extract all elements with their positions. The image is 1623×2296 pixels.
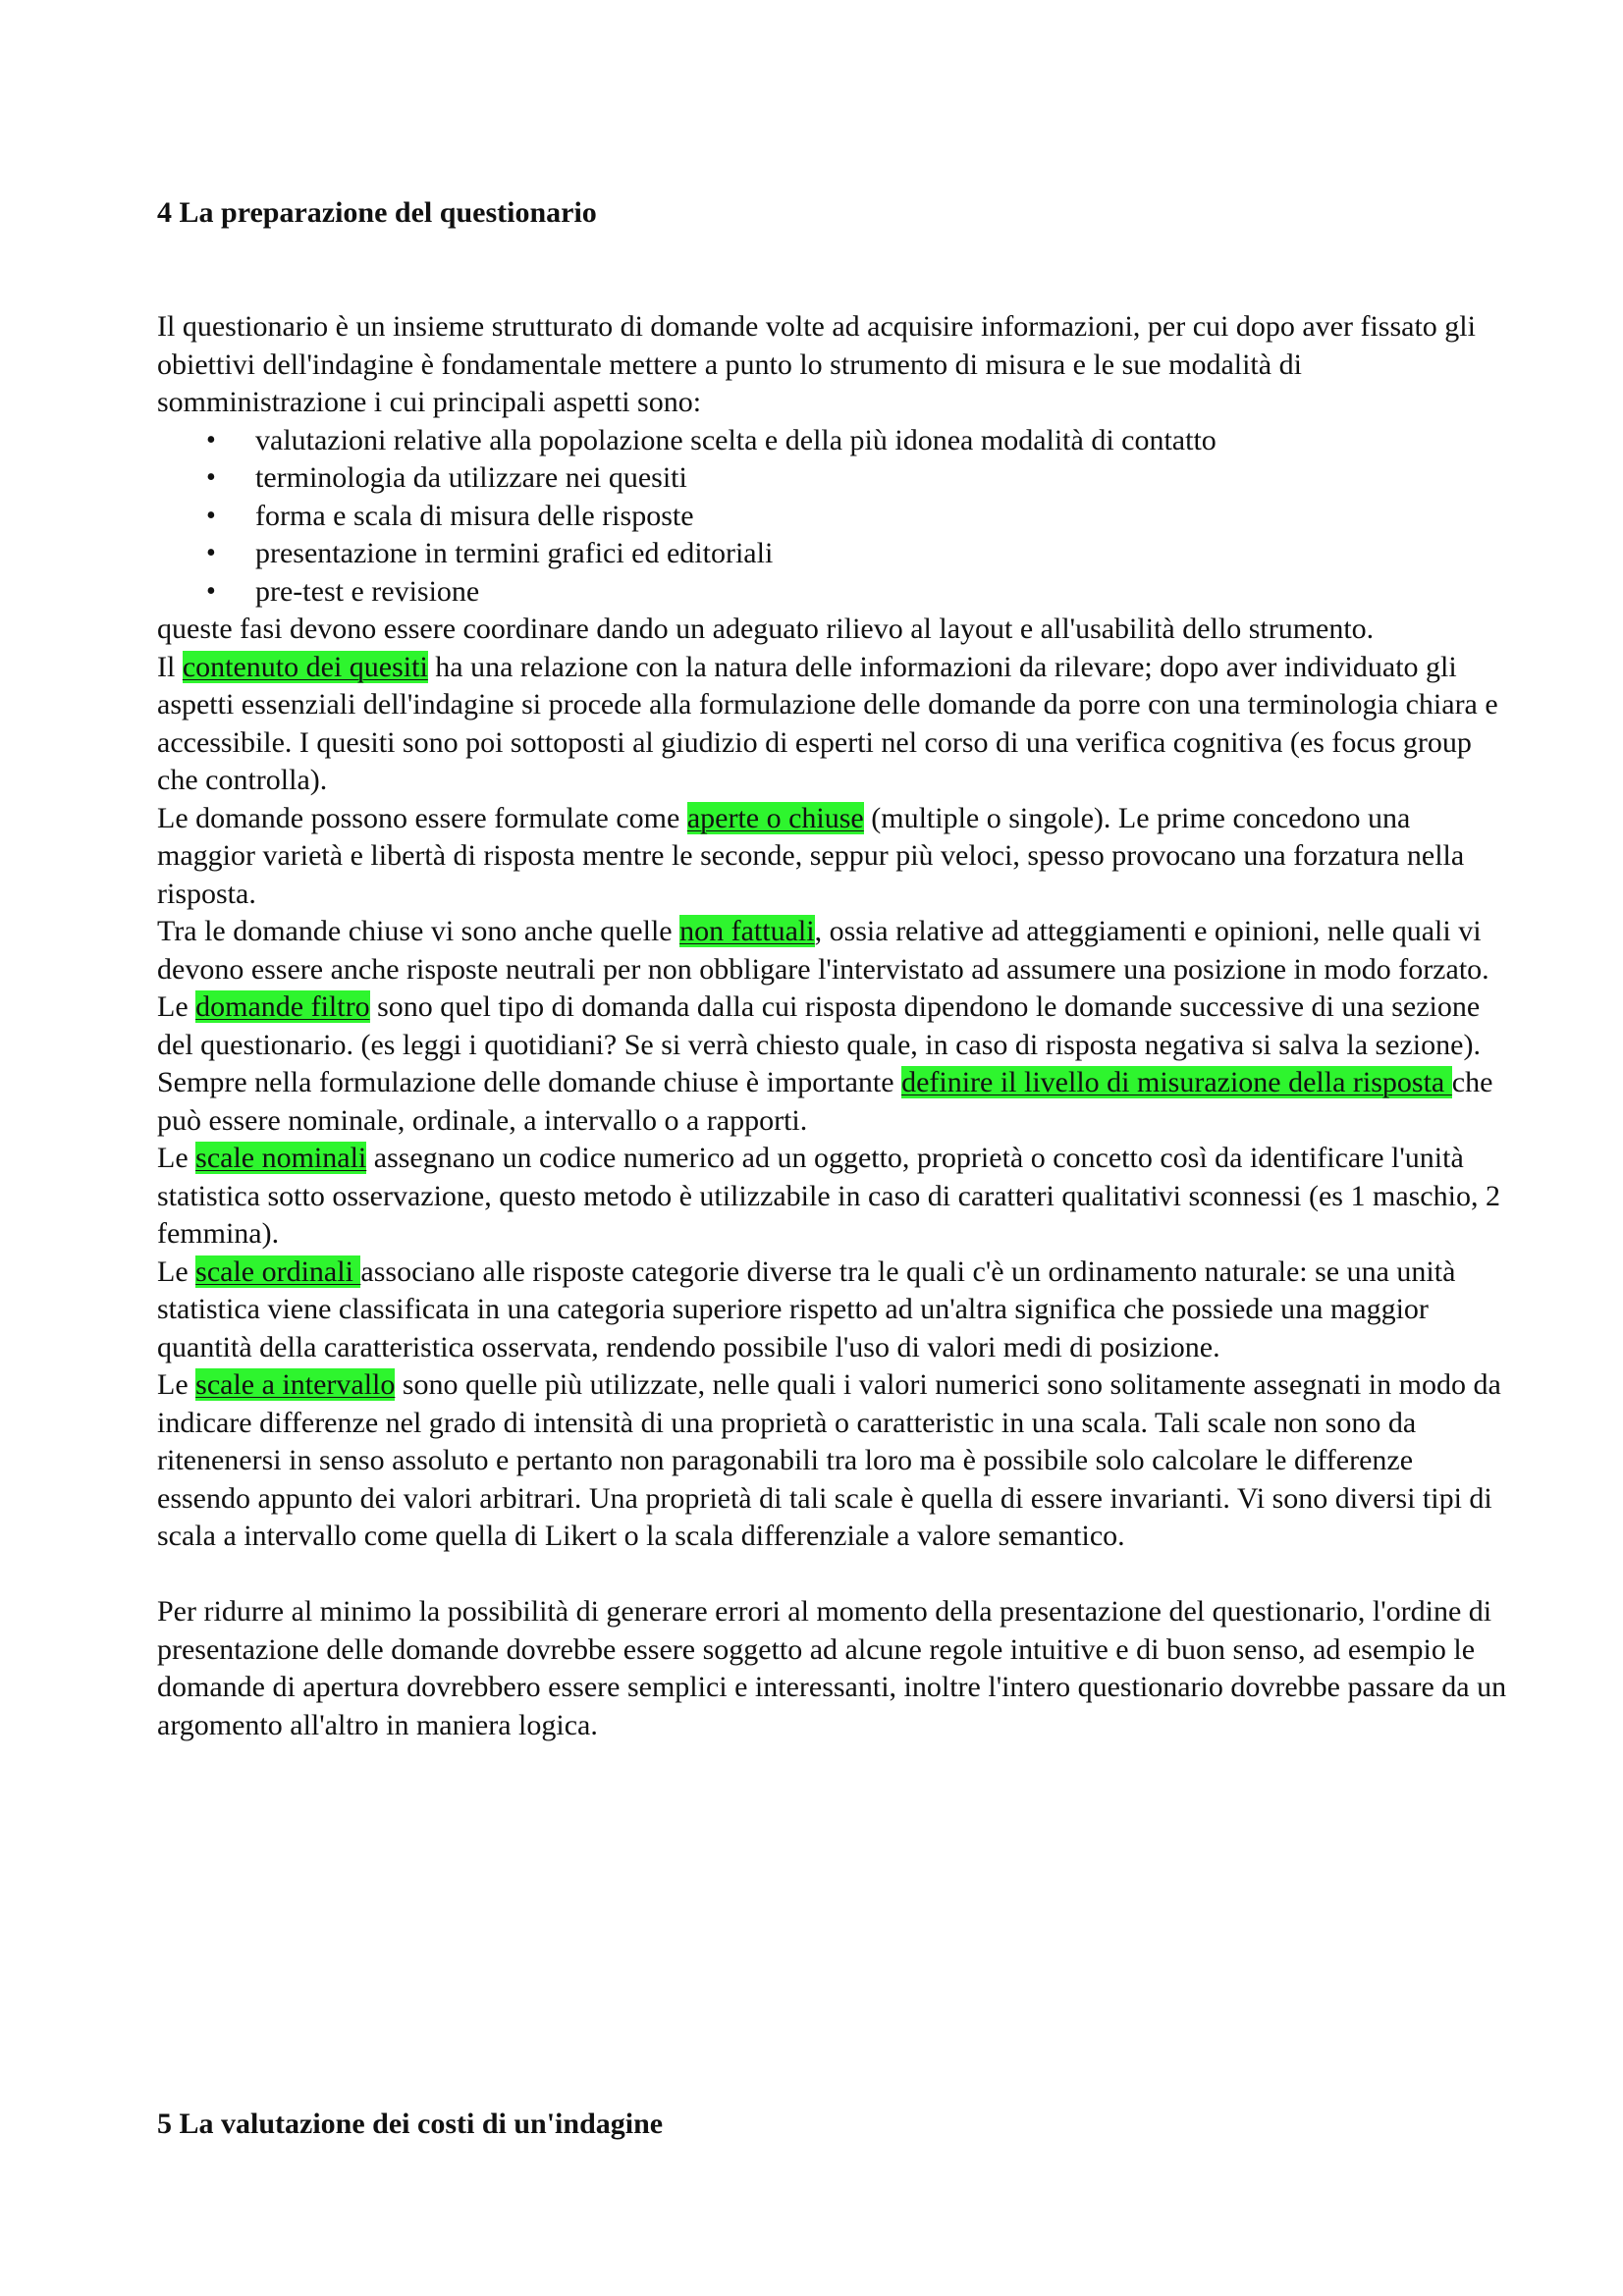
list-item: • presentazione in termini grafici ed editoriali [157, 535, 1512, 573]
list-item: • forma e scala di misura delle risposte [157, 498, 1512, 536]
paragraph-ordine: Per ridurre al minimo la possibilità di generare errori al momento della presentazione del questionario, l'ordine di presentazione delle domande dovrebbe essere soggetto ad alcune regole intuitive e di buon senso, ad esempio le domande di apertura dovrebbero essere semplici e interessanti, inoltre l'intero questionario dovrebbe passare da un argomento all'altro in maniera logica. [157, 1595, 1507, 1741]
highlighted-term: domande filtro [195, 990, 370, 1023]
intro-paragraph: Il questionario è un insieme strutturato di domande volte ad acquisire informazioni, per cui dopo aver fissato gli obiettivi dell'indagine è fondamentale mettere a punto lo strumento di misura e le sue modalità di somministrazione i cui principali aspetti sono: [157, 310, 1476, 418]
paragraph-ordinali [157, 1254, 1512, 1367]
text-run: Le domande possono essere formulate come [157, 801, 687, 834]
text-run: che può essere nominale, ordinale, a intervallo o a rapporti. [157, 1066, 1493, 1137]
highlighted-term: aperte o chiuse [686, 801, 864, 834]
text-run: associano alle risposte categorie diverse tra le quali c'è un ordinamento naturale: se una unità statistica viene classificata in una categoria superiore rispetto ad un'altra significa che possiede una maggior quantità della caratteristica osservata, rendendo possibile l'uso di valori medi di posizione. [157, 1255, 1456, 1363]
highlighted-term: scale a intervallo [195, 1368, 396, 1401]
highlighted-term: scale ordinali [195, 1255, 361, 1288]
text-run: (multiple o singole). Le prime concedono una maggior varietà e libertà di risposta mentre le seconde, seppur più veloci, spesso provocano una forzatura nella risposta. [157, 801, 1465, 910]
paragraph-livello [157, 1064, 1512, 1140]
highlighted-term: definire il livello di misurazione della risposta [901, 1066, 1452, 1098]
text-run: Le [157, 1142, 196, 1174]
text-run: Tra le domande chiuse vi sono anche quelle [157, 915, 680, 947]
paragraph-contenuto [157, 649, 1512, 800]
paragraph-filtro [157, 988, 1512, 1064]
text-run: assegnano un codice numerico ad un oggetto, proprietà o concetto così da identificare l'unità statistica sotto osservazione, questo metodo è utilizzabile in caso di caratteri qualitativi sconnessi (es 1 maschio, 2 femmina). [157, 1142, 1500, 1250]
text-run: Le [157, 990, 196, 1023]
text-run: Sempre nella formulazione delle domande chiuse è importante [157, 1066, 902, 1098]
paragraph-non-fattuali [157, 913, 1512, 988]
text-run: Il [157, 650, 183, 683]
aspects-list [157, 422, 1512, 612]
highlighted-term: contenuto dei quesiti [182, 650, 428, 683]
list-item: • pre-test e revisione [157, 573, 1512, 612]
list-item: • terminologia da utilizzare nei quesiti [157, 459, 1512, 498]
text-run: ha una relazione con la natura delle informazioni da rilevare; dopo aver individuato gli aspetti essenziali dell'indagine si procede alla formulazione delle domande da porre con una terminologia chiara e accessibile. I quesiti sono poi sottoposti al giudizio di esperti nel corso di una verifica cognitiva (es focus group che controlla). [157, 650, 1498, 796]
section-heading-4: 4 La preparazione del questionario [157, 196, 597, 229]
text-run: sono quelle più utilizzate, nelle quali i valori numerici sono solitamente assegnati in modo da indicare differenze nel grado di intensità di una proprietà o caratteristic in una scala. Tali scale non sono da ritenenersi in senso assoluto e pertanto non paragonabili tra loro ma è possibile solo calcolare le differenze essendo appunto dei valori arbitrari. Una proprietà di tali scale è quella di essere invarianti. Vi sono diversi tipi di scala a intervallo come quella di Likert o la scala differenziale a valore semantico. [157, 1368, 1501, 1552]
text-run: Le [157, 1255, 196, 1288]
document-body [157, 308, 1512, 1744]
paragraph-intervallo [157, 1366, 1512, 1556]
section-heading-5: 5 La valutazione dei costi di un'indagine [157, 2108, 664, 2140]
paragraph-spacer [157, 1556, 1512, 1594]
highlighted-term: non fattuali [679, 915, 815, 947]
text-run: sono quel tipo di domanda dalla cui risposta dipendono le domande successive di una sezione del questionario. (es leggi i quotidiani? Se si verrà chiesto quale, in caso di risposta negativa si salva la sezione). [157, 990, 1481, 1061]
text-run: Le [157, 1368, 196, 1401]
paragraph-after-list: queste fasi devono essere coordinare dando un adeguato rilievo al layout e all'usabilità dello strumento. [157, 613, 1375, 645]
text-run: , ossia relative ad atteggiamenti e opinioni, nelle quali vi devono essere anche risposte neutrali per non obbligare l'intervistato ad assumere una posizione in modo forzato. [157, 915, 1489, 986]
list-item: • valutazioni relative alla popolazione scelta e della più idonea modalità di contatto [157, 422, 1512, 460]
paragraph-nominali [157, 1140, 1512, 1254]
paragraph-aperte [157, 800, 1512, 914]
highlighted-term: scale nominali [195, 1142, 367, 1174]
